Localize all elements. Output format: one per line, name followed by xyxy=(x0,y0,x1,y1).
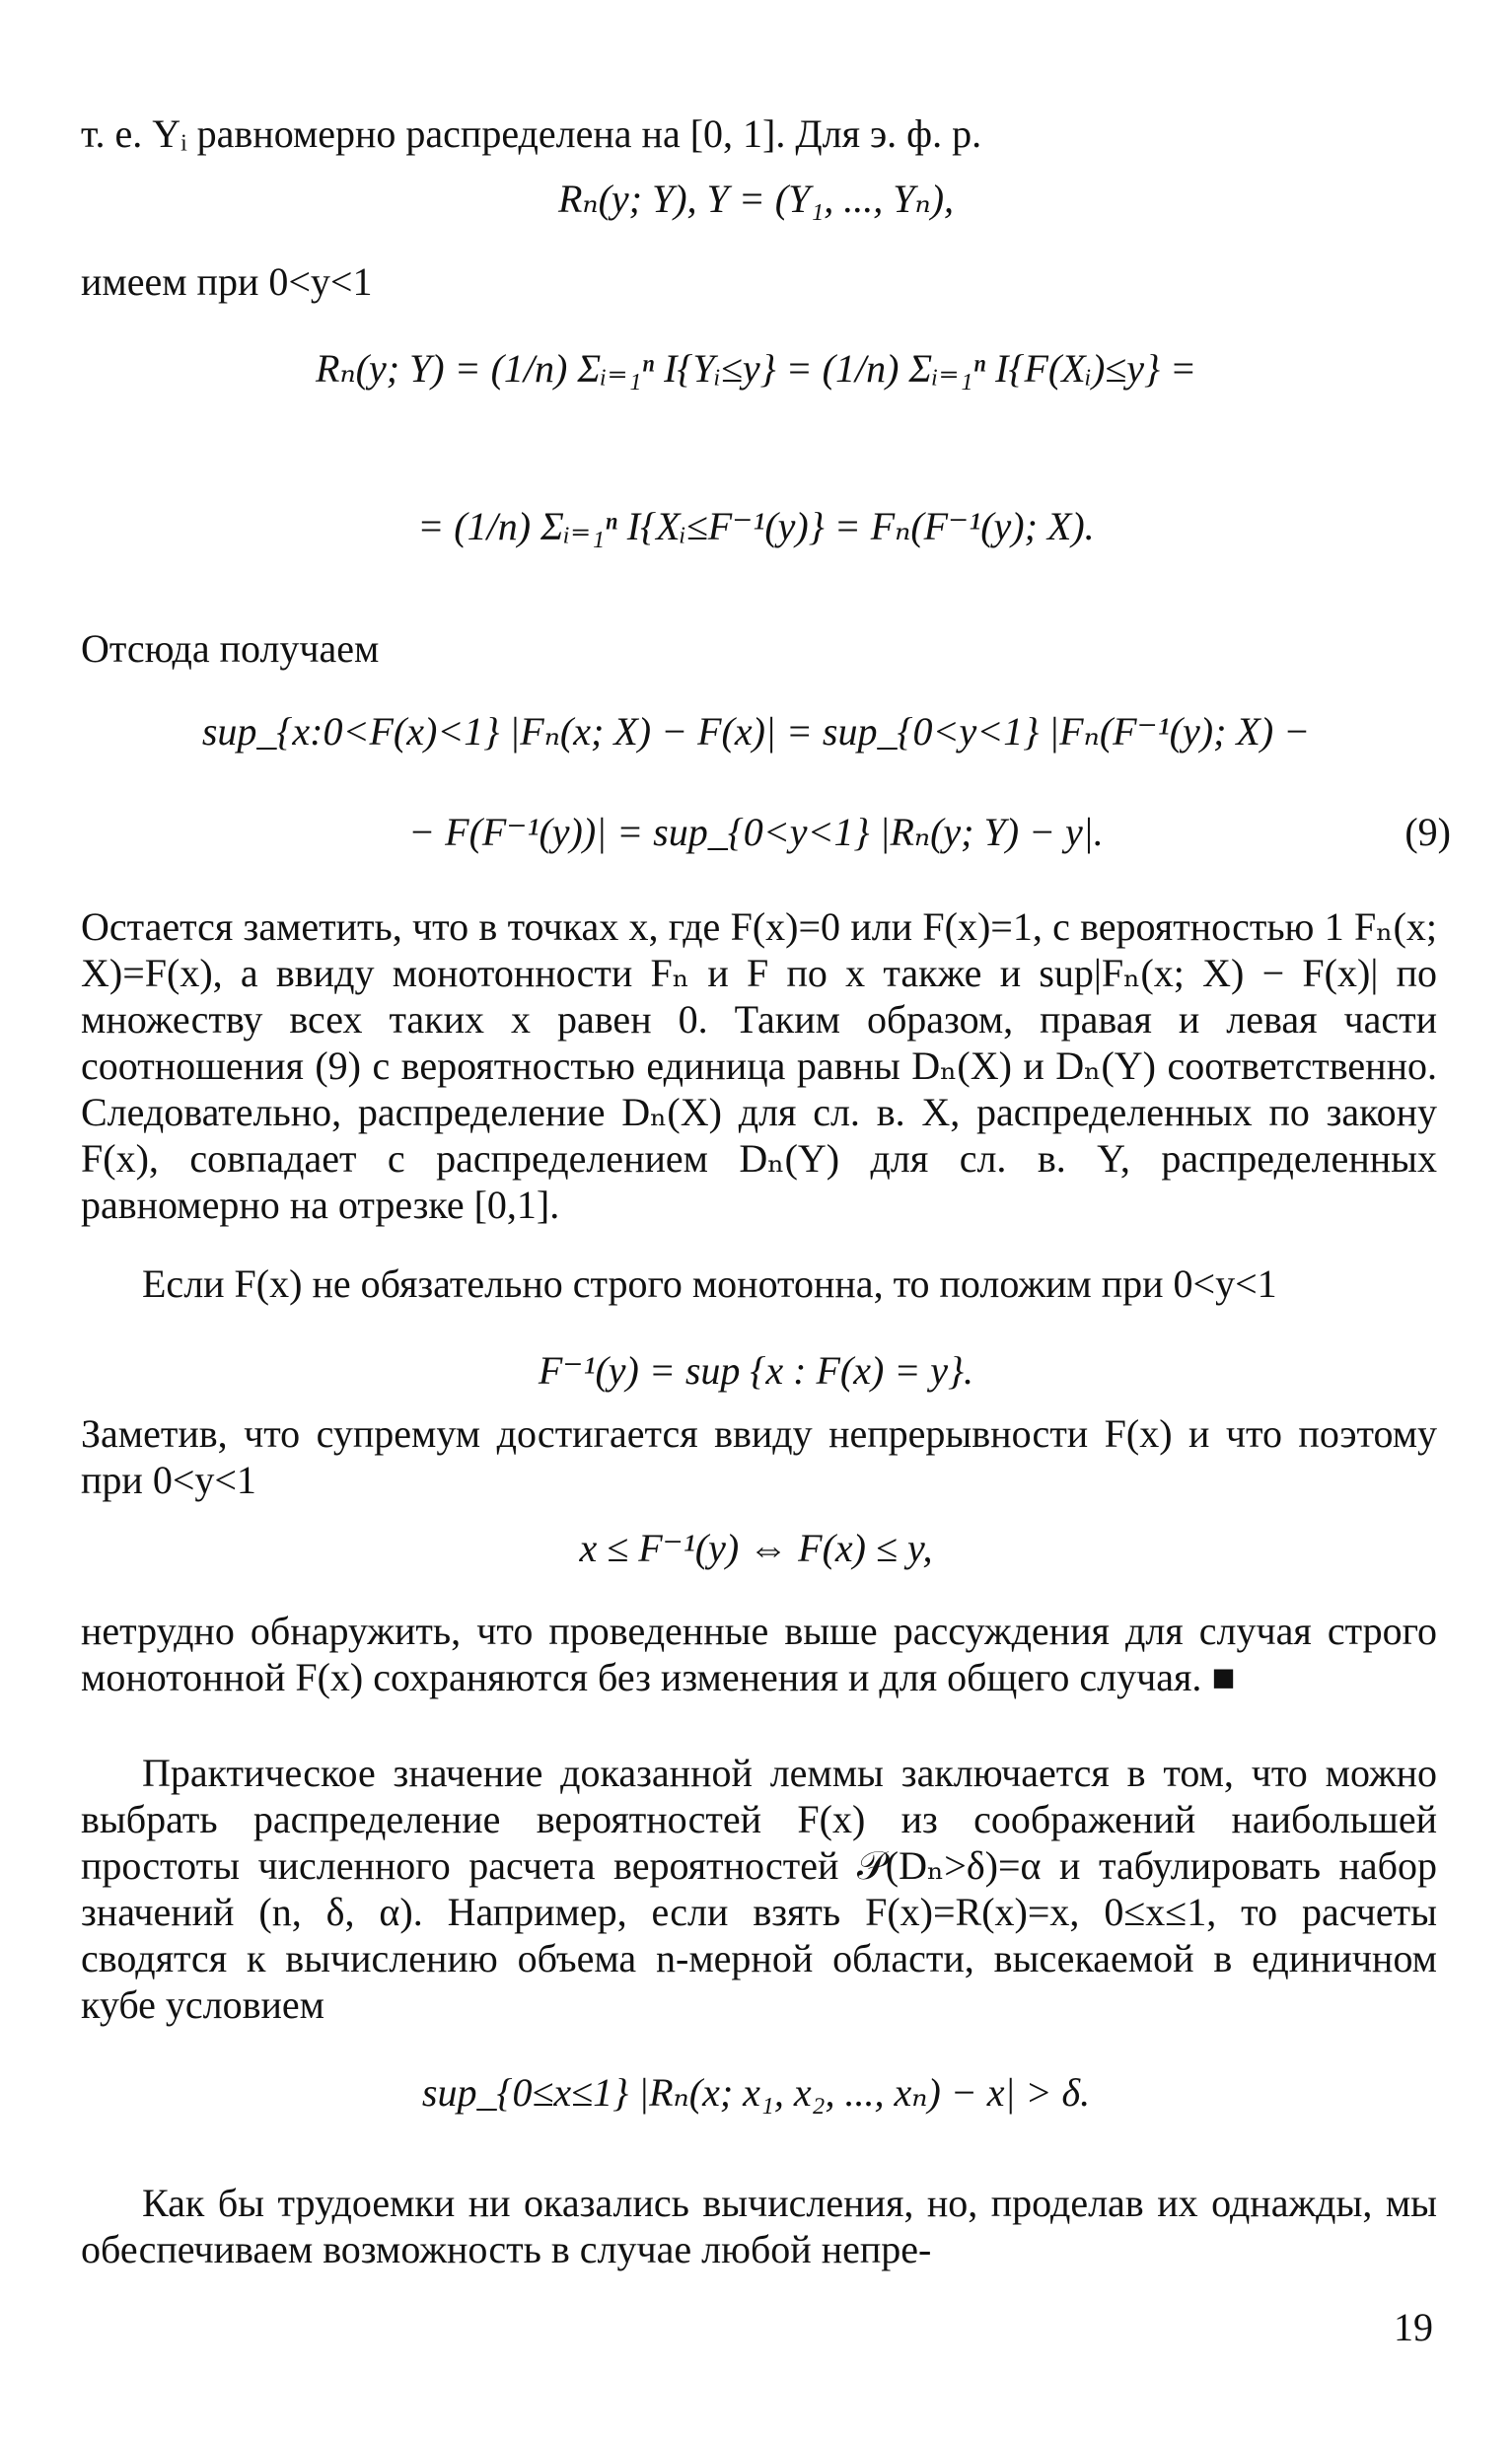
paragraph-6: Заметив, что супремум достигается ввиду непрерывности F(x) и что поэтому при 0<y<1 xyxy=(81,1411,1437,1502)
formula-8: sup_{0≤x≤1} |Rₙ(x; x₁, x₂, ..., xₙ) − x| > δ. xyxy=(421,2070,1091,2115)
formula-2: Rₙ(y; Y) = (1/n) Σᵢ₌₁ⁿ I{Yᵢ≤y} = (1/n) Σᵢ₌₁ⁿ I{F(Xᵢ)≤y} = xyxy=(316,346,1196,391)
paragraph-1: т. е. Yᵢ равномерно распределена на [0, 1]. Для э. ф. р. xyxy=(81,111,982,156)
paragraph-3: Отсюда получаем xyxy=(81,626,380,671)
paragraph-9: Как бы трудоемки ни оказались вычисления, но, проделав их однажды, мы обеспечиваем возможность в случае любой непре- xyxy=(81,2181,1437,2271)
paragraph-7: нетрудно обнаружить, что проведенные выше рассуждения для случая строго монотонной F(x) сохраняются без изменения и для общего случая. ■ xyxy=(81,1609,1437,1699)
formula-4: sup_{x:0<F(x)<1} |Fₙ(x; X) − F(x)| = sup_{0<y<1} |Fₙ(F⁻¹(y); X) − xyxy=(201,709,1311,754)
paragraph-4: Остается заметить, что в точках x, где F(x)=0 или F(x)=1, с вероятностью 1 Fₙ(x; X)=F(x), а ввиду монотонности Fₙ и F по x также и sup|Fₙ(x; X) − F(x)| по множеству всех таких x равен 0. Таким образом, правая и левая части соотношения (9) с вероятностью единица равны Dₙ(X) и Dₙ(Y) соответственно. Следовательно, распределение Dₙ(X) для сл. в. X, распределенных по закону F(x), совпадает с распределением Dₙ(Y) для сл. в. Y, распределенных равномерно на отрезке [0,1]. xyxy=(81,904,1437,1227)
formula-3: = (1/n) Σᵢ₌₁ⁿ I{Xᵢ≤F⁻¹(y)} = Fₙ(F⁻¹(y); X). xyxy=(417,504,1095,548)
equation-number-9: (9) xyxy=(1404,810,1451,854)
formula-1: Rₙ(y; Y), Y = (Y₁, ..., Yₙ), xyxy=(557,177,955,221)
page-number: 19 xyxy=(1394,2305,1433,2349)
formula-6: F⁻¹(y) = sup {x : F(x) = y}. xyxy=(538,1348,974,1393)
paragraph-5: Если F(x) не обязательно строго монотонна, то положим при 0<y<1 xyxy=(142,1261,1277,1306)
paragraph-2: имеем при 0<y<1 xyxy=(81,259,373,304)
formula-5: − F(F⁻¹(y))| = sup_{0<y<1} |Rₙ(y; Y) − y|. xyxy=(408,810,1104,854)
paragraph-8: Практическое значение доказанной леммы заключается в том, что можно выбрать распределение вероятностей F(x) из соображений наибольшей простоты численного расчета вероятностей 𝒫(Dₙ>δ)=α и табулировать набор значений (n, δ, α). Например, если взять F(x)=R(x)=x, 0≤x≤1, то расчеты сводятся к вычислению объема n-мерной области, высекаемой в единичном кубе условием xyxy=(81,1751,1437,2027)
formula-7: x ≤ F⁻¹(y) ⇔ F(x) ≤ y, xyxy=(579,1526,933,1570)
